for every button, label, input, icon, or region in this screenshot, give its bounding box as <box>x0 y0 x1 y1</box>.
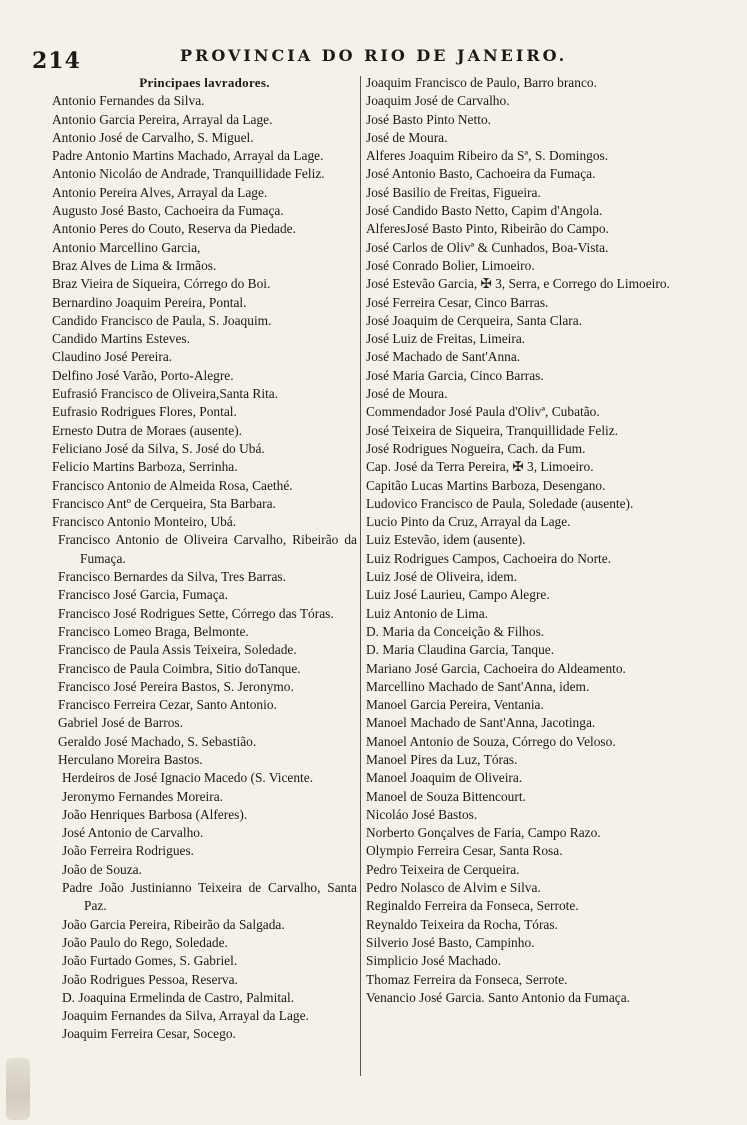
farmer-entry: Antonio Peres do Couto, Reserva da Piedade. <box>52 221 296 237</box>
farmer-entry: João Furtado Gomes, S. Gabriel. <box>62 953 238 969</box>
farmer-entry: Bernardino Joaquim Pereira, Pontal. <box>52 294 247 310</box>
farmer-entry: Luiz José de Oliveira, idem. <box>366 569 517 585</box>
farmer-entry: Francisco José Pereira Bastos, S. Jeronymo. <box>58 678 294 694</box>
farmer-entry: José Carlos de Olivª & Cunhados, Boa-Vista. <box>366 239 609 255</box>
farmer-entry: D. Joaquina Ermelinda de Castro, Palmital. <box>62 989 295 1005</box>
farmer-entry: Manoel de Souza Bittencourt. <box>366 788 526 804</box>
left-column <box>52 74 357 1044</box>
farmer-entry: Antonio Garcia Pereira, Arrayal da Lage. <box>52 111 273 127</box>
running-header-title: PROVINCIA DO RIO DE JANEIRO. <box>180 46 568 65</box>
farmer-entry: Marcellino Machado de Sant'Anna, idem. <box>366 678 590 694</box>
farmer-entry: Mariano José Garcia, Cachoeira do Aldeamento. <box>366 660 626 676</box>
farmer-entry: Joaquim Ferreira Cesar, Socego. <box>62 1026 236 1042</box>
farmer-entry: Francisco Lomeo Braga, Belmonte. <box>58 623 249 639</box>
farmer-entry: Jeronymo Fernandes Moreira. <box>62 788 224 804</box>
farmer-entry: José Antonio Basto, Cachoeira da Fumaça. <box>366 166 596 182</box>
farmer-entry: Antonio José de Carvalho, S. Miguel. <box>52 129 254 145</box>
farmer-entry: Cap. José da Terra Pereira, ✠ 3, Limoeiro. <box>366 459 594 475</box>
farmer-entry: José Maria Garcia, Cinco Barras. <box>366 367 544 383</box>
farmer-entry: José Basilio de Freitas, Figueira. <box>366 184 541 200</box>
farmer-entry: Olympio Ferreira Cesar, Santa Rosa. <box>366 843 563 859</box>
farmer-entry: Herdeiros de José Ignacio Macedo (S. Vicente. <box>62 770 314 786</box>
farmer-entry: Braz Vieira de Siqueira, Córrego do Boi. <box>52 276 271 292</box>
farmer-entry: Francisco José Garcia, Fumaça. <box>58 587 228 603</box>
farmer-entry: José Joaquim de Cerqueira, Santa Clara. <box>366 312 583 328</box>
farmer-entry: José Candido Basto Netto, Capim d'Angola. <box>366 203 603 219</box>
farmer-entry: Venancio José Garcia. Santo Antonio da Fumaça. <box>366 989 631 1005</box>
farmer-entry: Antonio Marcellino Garcia, <box>52 239 201 255</box>
farmer-entry: Luiz José Laurieu, Campo Alegre. <box>366 587 550 603</box>
farmer-entry: João Ferreira Rodrigues. <box>62 843 195 859</box>
farmer-entry: Claudino José Pereira. <box>52 349 173 365</box>
farmer-entry: Delfino José Varão, Porto-Alegre. <box>52 367 234 383</box>
farmer-entry: Antonio Nicoláo de Andrade, Tranquillidade Feliz. <box>52 166 325 182</box>
farmer-entry: José Basto Pinto Netto. <box>366 111 491 127</box>
page-stain <box>6 1058 30 1120</box>
farmer-entry: Francisco Antº de Cerqueira, Sta Barbara. <box>52 495 276 511</box>
farmer-entry: Padre Antonio Martins Machado, Arrayal da Lage. <box>52 148 324 164</box>
farmer-entry: João de Souza. <box>62 861 142 877</box>
farmer-entry: Lucio Pinto da Cruz, Arrayal da Lage. <box>366 514 571 530</box>
farmer-entry: Candido Francisco de Paula, S. Joaquim. <box>52 312 272 328</box>
farmer-entry: Augusto José Basto, Cachoeira da Fumaça. <box>52 203 284 219</box>
column-divider <box>360 76 361 1076</box>
farmer-entry: Feliciano José da Silva, S. José do Ubá. <box>52 440 265 456</box>
right-column <box>366 74 688 1007</box>
section-heading: Principaes lavradores. <box>139 75 270 90</box>
farmer-entry: Reginaldo Ferreira da Fonseca, Serrote. <box>366 898 579 914</box>
farmer-entry: José Antonio de Carvalho. <box>62 825 204 841</box>
farmer-entry: Felicio Martins Barboza, Serrinha. <box>52 459 238 475</box>
farmer-entry: João Paulo do Rego, Soledade. <box>62 934 228 950</box>
farmer-entry: Manoel Garcia Pereira, Ventania. <box>366 697 544 713</box>
farmer-entry: João Garcia Pereira, Ribeirão da Salgada. <box>62 916 285 932</box>
farmer-entry: Manoel Machado de Sant'Anna, Jacotinga. <box>366 715 596 731</box>
farmer-entry: Francisco Antonio Monteiro, Ubá. <box>52 514 237 530</box>
farmer-entry: Alferes Joaquim Ribeiro da Sª, S. Domingos. <box>366 148 609 164</box>
left-entry-list <box>52 92 357 1043</box>
farmer-entry: Eufrasió Francisco de Oliveira,Santa Rita. <box>52 386 279 402</box>
farmer-entry: Pedro Teixeira de Cerqueira. <box>366 861 520 877</box>
farmer-entry: José de Moura. <box>366 386 448 402</box>
farmer-entry: José de Moura. <box>366 129 448 145</box>
farmer-entry: Commendador José Paula d'Olivª, Cubatão. <box>366 404 600 420</box>
farmer-entry: Silverio José Basto, Campinho. <box>366 934 535 950</box>
farmer-entry: Braz Alves de Lima & Irmãos. <box>52 257 217 273</box>
farmer-entry: Gabriel José de Barros. <box>58 715 183 731</box>
farmer-entry: José Estevão Garcia, ✠ 3, Serra, e Corrego do Limoeiro. <box>366 276 670 292</box>
farmer-entry: Joaquim Fernandes da Silva, Arrayal da Lage. <box>62 1008 309 1024</box>
farmer-entry: Eufrasio Rodrigues Flores, Pontal. <box>52 404 237 420</box>
farmer-entry: Norberto Gonçalves de Faria, Campo Razo. <box>366 825 601 841</box>
farmer-entry: José Ferreira Cesar, Cinco Barras. <box>366 294 549 310</box>
farmer-entry: D. Maria Claudina Garcia, Tanque. <box>366 642 555 658</box>
farmer-entry: Manoel Antonio de Souza, Córrego do Veloso. <box>366 733 616 749</box>
farmer-entry: Pedro Nolasco de Alvim e Silva. <box>366 880 541 896</box>
farmer-entry: Reynaldo Teixeira da Rocha, Tóras. <box>366 916 558 932</box>
farmer-entry: Nicoláo José Bastos. <box>366 806 478 822</box>
farmer-entry: Francisco de Paula Assis Teixeira, Soledade. <box>58 642 297 658</box>
farmer-entry: Luiz Rodrigues Campos, Cachoeira do Norte. <box>366 550 612 566</box>
farmer-entry: Francisco Bernardes da Silva, Tres Barras. <box>58 569 286 585</box>
farmer-entry: José Rodrigues Nogueira, Cach. da Fum. <box>366 440 586 456</box>
farmer-entry: João Rodrigues Pessoa, Reserva. <box>62 971 238 987</box>
farmer-entry: Capitão Lucas Martins Barboza, Desengano. <box>366 477 606 493</box>
farmer-entry: Herculano Moreira Bastos. <box>58 751 203 767</box>
farmer-entry: João Henriques Barbosa (Alferes). <box>62 806 248 822</box>
farmer-entry: Manoel Pires da Luz, Tóras. <box>366 751 518 767</box>
farmer-entry: Joaquim Francisco de Paulo, Barro branco. <box>366 75 597 90</box>
farmer-entry: Thomaz Ferreira da Fonseca, Serrote. <box>366 971 568 987</box>
farmer-entry: Francisco Ferreira Cezar, Santo Antonio. <box>58 697 277 713</box>
farmer-entry: José Machado de Sant'Anna. <box>366 349 521 365</box>
farmer-entry: Francisco Antonio de Oliveira Carvalho, Ribeirão da Fumaça. <box>58 532 357 566</box>
farmer-entry: José Luiz de Freitas, Limeira. <box>366 331 526 347</box>
farmer-entry: Francisco Antonio de Almeida Rosa, Caethé. <box>52 477 293 493</box>
farmer-entry: Joaquim José de Carvalho. <box>366 93 510 109</box>
farmer-entry: Francisco José Rodrigues Sette, Córrego das Tóras. <box>58 605 334 621</box>
right-entry-list <box>366 74 688 1007</box>
farmer-entry: Antonio Pereira Alves, Arrayal da Lage. <box>52 184 268 200</box>
farmer-entry: Ernesto Dutra de Moraes (ausente). <box>52 422 242 438</box>
farmer-entry: Ludovico Francisco de Paula, Soledade (ausente). <box>366 495 634 511</box>
farmer-entry: Manoel Joaquim de Oliveira. <box>366 770 523 786</box>
farmer-entry: José Teixeira de Siqueira, Tranquillidade Feliz. <box>366 422 619 438</box>
farmer-entry: Luiz Antonio de Lima. <box>366 605 488 621</box>
farmer-entry: AlferesJosé Basto Pinto, Ribeirão do Campo. <box>366 221 609 237</box>
farmer-entry: Candido Martins Esteves. <box>52 331 190 347</box>
farmer-entry: José Conrado Bolier, Limoeiro. <box>366 257 535 273</box>
farmer-entry: Geraldo José Machado, S. Sebastião. <box>58 733 257 749</box>
page-number: 214 <box>32 48 81 74</box>
farmer-entry: Francisco de Paula Coimbra, Sitio doTanque. <box>58 660 301 676</box>
farmer-entry: Antonio Fernandes da Silva. <box>52 93 205 109</box>
farmer-entry: D. Maria da Conceição & Filhos. <box>366 623 545 639</box>
farmer-entry: Simplicio José Machado. <box>366 953 502 969</box>
farmer-entry: Luiz Estevão, idem (ausente). <box>366 532 526 548</box>
farmer-entry: Padre João Justinianno Teixeira de Carvalho, Santa Paz. <box>62 880 357 914</box>
